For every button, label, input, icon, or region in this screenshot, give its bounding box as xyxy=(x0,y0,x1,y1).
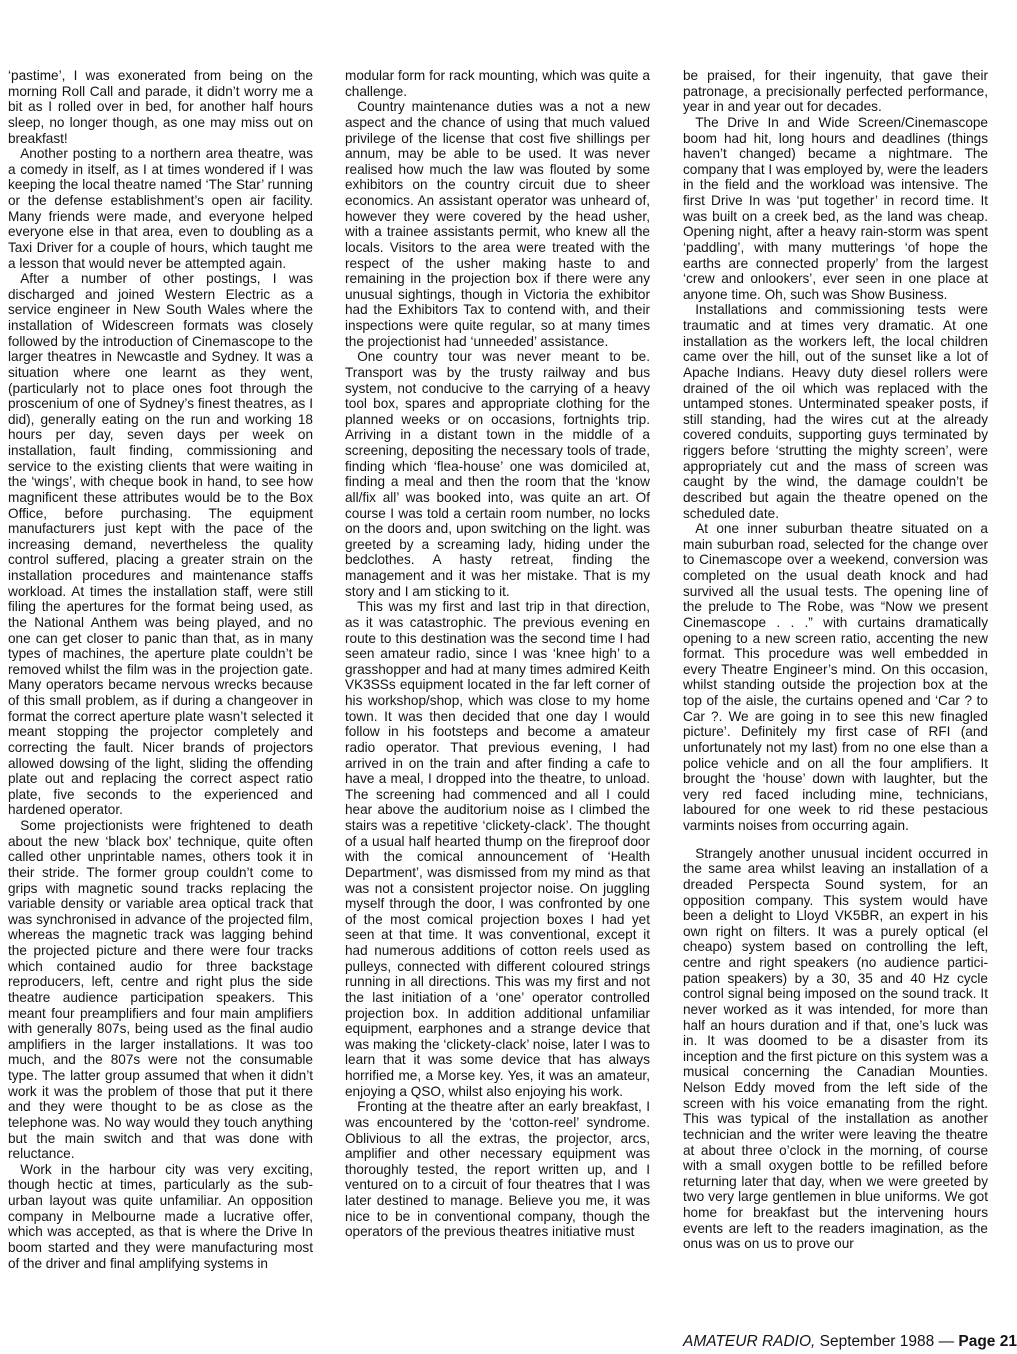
paragraph: Country maintenance duties was a not a new aspect and the chance of using that much valued privilege of the license that cost five shillings per annum, may be able to be used. It was never realised how much the law was flouted by some exhibitors on the country circuit due to sheer economics. An assistant operator was unheard of, however they were covered by the head usher, with a trainee assistants permit, who knew all the locals. Visitors to the area were treated with the respect of the usher making haste to and remaining in the projection box if there were any unusual sightings, though in Victoria the exhibitor had the Exhibitors Tax to contend with, and their inspections were quite regular, so at many times the projectionist had ‘unneeded’ assistance. xyxy=(345,99,650,349)
text-column-1 xyxy=(8,68,313,1271)
magazine-name: AMATEUR RADIO, xyxy=(683,1333,816,1350)
paragraph: modular form for rack mounting, which was quite a challenge. xyxy=(345,68,650,99)
paragraph: Another posting to a northern area theatre, was a comedy in itself, as I at times wondered if I was keeping the local theatre named ‘The Star’ running or the defense establishment’s open air facility. Many friends were made, and everyone helped everyone else in that area, even to doubling as a Taxi Driver for a couple of hours, which taught me a lesson that would never be attempted again. xyxy=(8,146,313,271)
paragraph: Work in the harbour city was very exciting, though hectic at times, particularly as the suburban layout was quite unfamiliar. An opposition company in Melbourne made a lucrative offer, which was accepted, as that is where the Drive In boom started and they were manufacturing most of the driver and final amplifying systems in xyxy=(8,1161,313,1271)
page-footer xyxy=(683,1333,1017,1351)
paragraph: Installations and commissioning tests were traumatic and at times very dramatic. At one installation as the workers left, the local children came over the hill, out of the sunset like a lot of Apache Indians. Heavy duty diesel rollers were drained of the oil which was replaced with the untamped stones. Unterminated speaker posts, if still standing, had the wires cut at the already covered conduits, supporting guys terminated by riggers before ‘strutting the mighty screen’, were appropriately cut and the mass of screen was caught by the wind, the damage couldn’t be described but again the theatre opened on the scheduled date. xyxy=(683,302,988,521)
paragraph: Strangely another unusual incident occurred in the same area whilst leaving an installation of a dreaded Perspecta Sound system, for an opposition company. This system would have been a delight to Lloyd VK5BR, an expert in his own right on filters. It was a purely optical (el cheapo) system based on controlling the left, centre and right speakers (no audience participation speakers) by a 30, 35 and 40 Hz cycle control signal being imposed on the sound track. It never worked as it was intended, for more than half an hours duration and if that, one’s luck was in. It was doomed to be a disaster from its inception and the first picture on this system was a musical concerning the Canadian Mounties. Nelson Eddy moved from the left side of the screen with his voice emanating from the right. This was typical of the installation as another technician and the writer were leaving the theatre at about three o’clock in the morning, of course with a small oxygen bottle to be refilled before returning later that day, when we were greeted by two very large gentlemen in blue uniforms. We got home for breakfast but the intervening hours events are left to the readers imagination, as the onus was on us to prove our xyxy=(683,845,988,1252)
paragraph: One country tour was never meant to be. Transport was by the trusty railway and bus system, not conducive to the carrying of a heavy tool box, spares and appropriate clothing for the planned weeks or on occasions, fortnights trip. Arriving in a distant town in the middle of a screening, depositing the necessary tools of trade, finding which ‘flea-house’ one was domiciled at, finding a meal and then the room that the ‘know all/fix all’ was booked into, was quite an art. Of course I was told a certain room number, no locks on the doors and, upon switching on the light. was greeted by a screaming lady, hiding under the bedclothes. A hasty retreat, finding the management and it was her mistake. That is my story and I am sticking to it. xyxy=(345,349,650,599)
paragraph: This was my first and last trip in that direction, as it was catastrophic. The previous evening en route to this destination was the second time I had seen amateur radio, since I was ‘knee high’ to a grasshopper and had at many times admired Keith VK3SSs equipment located in the far left corner of his workshop/shop, which was close to my home town. It was then decided that one day I would follow in his footsteps and become a amateur radio operator. That previous evening, I had arrived in on the train and after finding a cafe to have a meal, I dropped into the theatre, to unload. The screening had commenced and all I could hear above the auditorium noise as I climbed the stairs was a repetitive ‘clickety-clack’. The thought of a usual half hearted thump on the fireproof door with the comical announcement of ‘Health Department’, was dismissed from my mind as that was not a consistent projector noise. On juggling myself through the door, I was confronted by one of the most comical projection boxes I had yet seen at that time. It was conventional, except it had numerous additions of cotton reels used as pulleys, connected with different coloured strings running in all directions. This was my first and not the last initiation of a ‘one’ operator controlled projection box. In addition additional unfamiliar equipment, earphones and a strange device that was making the ‘clickety-clack’ noise, later I was to learn that it was some device that has always horrified me, a Morse key. Yes, it was an amateur, enjoying a QSO, whilst also enjoying his work. xyxy=(345,599,650,1099)
text-column-2 xyxy=(345,68,650,1240)
paragraph: At one inner suburban theatre situated on a main suburban road, selected for the change over to Cinemascope over a weekend, conversion was completed on the usual death knock and had survived all the usual tests. The opening line of the prelude to The Robe, was “Now we present Cinemascope . . .” with curtains dramatically opening to a new screen ratio, accenting the new format. This procedure was well embedded in every Theatre Engineer’s mind. On this occasion, whilst standing outside the projection box at the top of the aisle, the curtains opened and ‘Car ? to Car ?. We are going in to see this new finagled picture’. Definitely my first case of RFI (and unfortunately not my last) from no one else than a police vehicle and on all the four amplifiers. It brought the ‘house’ down with laughter, but the very red faced including mine, technicians, laboured for one week to rid these pestacious varmints noises from occurring again. xyxy=(683,521,988,833)
text-column-3 xyxy=(683,68,988,1252)
paragraph: ‘pastime’, I was exonerated from being on the morning Roll Call and parade, it didn’t worry me a bit as I rolled over in bed, for another half hours sleep, no longer though, as one may miss out on breakfast! xyxy=(8,68,313,146)
page-number: Page 21 xyxy=(958,1333,1017,1350)
paragraph: Some projectionists were frightened to death about the new ‘black box’ technique, quite often called other unprintable names, others took it in their stride. The former group couldn’t come to grips with magnetic sound tracks replacing the variable density or variable area optical track that was synchronised in advance of the projected film, whereas the magnetic track was lagging behind the projected picture and there were four tracks which contained audio for three backstage reproducers, left, centre and right plus the side theatre audience participation speakers. This meant four preamplifiers and four main amplifiers with generally 807s, being used as the final audio amplifiers in the larger installations. It was too much, and the 807s were not the consumable type. The latter group assumed that when it didn’t work it was the problem of those that put it there and they were thought to be as close as the telephone was. No way would they touch anything but the main switch and that was done with reluctance. xyxy=(8,818,313,1162)
paragraph: After a number of other postings, I was discharged and joined Western Electric as a service engineer in New South Wales where the installation of Widescreen formats was closely followed by the introduction of Cinemascope to the larger theatres in Newcastle and Sydney. It was a situation where one learnt as they went, (particularly not to place ones foot through the proscenium of one of Sydney’s finest theatres, as I did), generally eating on the run and working 18 hours per day, seven days per week on installation, fault finding, commissioning and service to the existing clients that were waiting in the ‘wings’, with cheque book in hand, to see how magnificent these attributes would be to the Box Office, before purchasing. The equipment manufacturers just kept with the pace of the increasing demand, nevertheless the quality control suffered, placing a greater strain on the installation procedures and maintenance staffs workload. At times the installation staff, were still filing the apertures for the format being used, as the National Anthem was being played, and no one can get closer to panic than that, as in many types of machines, the aperture plate couldn’t be removed whilst the film was in the projection gate. Many operators became nervous wrecks because of this small problem, as if during a changeover in format the correct aperture plate wasn’t selected it meant stopping the projector completely and correcting the fault. Nicer brands of projectors allowed dowsing of the light, sliding the offending plate out and replacing the correct aspect ratio plate, five seconds to the experienced and hardened operator. xyxy=(8,271,313,818)
paragraph: The Drive In and Wide Screen/Cinemascope boom had hit, long hours and deadlines (things haven’t changed) became a nightmare. The company that I was employed by, were the leaders in the field and the workload was intensive. The first Drive In was ‘put together’ in record time. It was built on a creek bed, as the land was cheap. Opening night, after a heavy rain-storm was spent ‘paddling’, with many mutterings ‘of hope the earths are connected properly’ from the largest ‘crew and onlookers’, ever seen in one place at anyone time. Oh, such was Show Business. xyxy=(683,114,989,302)
issue-date: September 1988 — xyxy=(815,1333,959,1350)
paragraph: Fronting at the theatre after an early breakfast, I was encountered by the ‘cotton-reel’ syndrome. Oblivious to all the extras, the projector, arcs, amplifier and other necessary equipment was thoroughly tested, the report written up, and I ventured on to a circuit of four theatres that I was later destined to manage. Believe you me, it was nice to be in conventional company, though the operators of the previous theatres initiative must xyxy=(345,1099,650,1240)
paragraph: be praised, for their ingenuity, that gave their patronage, a precisionally perfected performance, year in and year out for decades. xyxy=(683,68,988,115)
